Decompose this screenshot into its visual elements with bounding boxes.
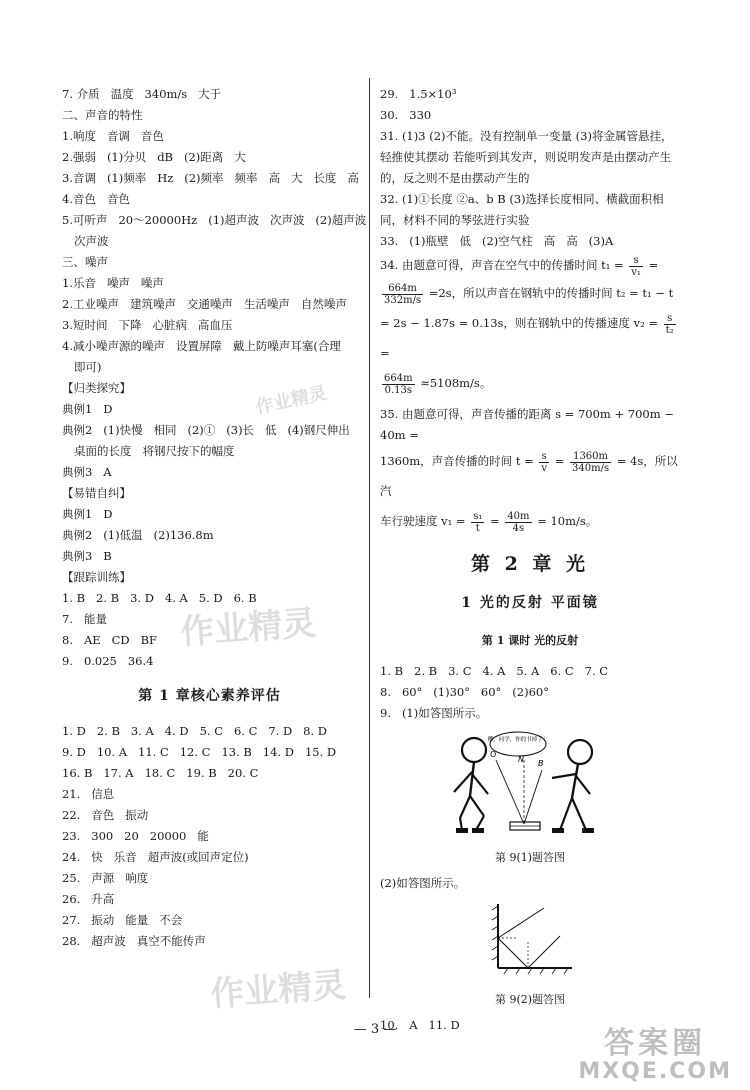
watermark: 作业精灵 bbox=[179, 603, 318, 653]
equals-sign: = bbox=[648, 258, 659, 272]
answer-line-7: 5.可听声 20～20000Hz (1)超声波 次声波 (2)超声波 bbox=[62, 213, 367, 227]
eval-answer-line-3: 16. B 17. A 18. C 19. B 20. C bbox=[62, 766, 259, 780]
logo-line-1: 答案圈 bbox=[604, 1026, 707, 1061]
lesson-answer-line-2: 8. 60° (1)30° 60° (2)60° bbox=[380, 685, 549, 699]
lesson-answer-line-1: 1. B 2. B 3. C 4. A 5. A 6. C 7. C bbox=[380, 664, 609, 678]
eval-answer-line-9: 26. 升高 bbox=[62, 892, 115, 906]
reflection-scene-drawing bbox=[440, 730, 640, 838]
answer-35-line2a: 1360m，声音传播的时间 t = bbox=[380, 454, 534, 468]
answer-line-26: 7. 能量 bbox=[62, 612, 107, 626]
figure-9-2 bbox=[488, 900, 680, 987]
label-b: B bbox=[538, 759, 544, 768]
eval-answer-line-4: 21. 信息 bbox=[62, 787, 115, 801]
fraction-664-over-013: $\frac{664m}{0.13s}$ bbox=[384, 372, 413, 396]
speech-bubble-text: 糟，同学，你的书掉了！ bbox=[487, 737, 549, 743]
lesson-answer-list bbox=[380, 661, 680, 724]
answer-line-17: 典例2 (1)快慢 相同 (2)① (3)长 低 (4)钢尺伸出 bbox=[62, 423, 350, 437]
watermark: 作业精灵 bbox=[253, 382, 329, 419]
answer-35-line3b: = 10m/s。 bbox=[537, 514, 598, 528]
answer-line-9: 三、噪声 bbox=[62, 255, 108, 269]
answer-line-28: 9. 0.025 36.4 bbox=[62, 654, 154, 668]
right-column bbox=[380, 84, 680, 1036]
answer-line-3: 1.响度 音调 音色 bbox=[62, 129, 164, 143]
answer-30: 30. 330 bbox=[380, 108, 432, 122]
answer-line-4: 2.强弱 (1)分贝 dB (2)距离 大 bbox=[62, 150, 246, 164]
fraction-s-over-v1: $\frac{s}{\text{v₁}}$ bbox=[631, 254, 641, 278]
equals-sign: = bbox=[554, 454, 565, 468]
fraction-s1-over-t: $\frac{\text{s₁}}{t}$ bbox=[473, 510, 483, 534]
answer-line-2: 二、声音的特性 bbox=[62, 108, 143, 122]
answer-line-12: 3.短时间 下降 心脏病 高血压 bbox=[62, 318, 233, 332]
figure-9-2-caption: 第 9(2)题答图 bbox=[494, 993, 566, 1006]
answer-35-intro: 35. 由题意可得，声音传播的距离 s = 700m + 700m − 40m = bbox=[380, 407, 674, 442]
fraction-s-over-v: $\frac{s}{v}$ bbox=[541, 450, 548, 474]
lesson-answer-line-3: 9. (1)如答图所示。 bbox=[380, 706, 488, 720]
answer-line-8: 次声波 bbox=[74, 234, 109, 248]
answer-line-21: 典例1 D bbox=[62, 507, 113, 521]
answer-line-11: 2.工业噪声 建筑噪声 交通噪声 生活噪声 自然噪声 bbox=[62, 297, 347, 311]
equals-sign: = bbox=[490, 514, 500, 528]
answer-line-14: 即可) bbox=[74, 360, 102, 374]
fraction-1360-over-340: $\frac{1360m}{340m/s}$ bbox=[572, 450, 610, 474]
class-period-title: 第 1 课时 光的反射 bbox=[481, 634, 579, 647]
watermark: 作业精灵 bbox=[209, 965, 348, 1015]
eval-answer-list bbox=[62, 721, 357, 952]
eval-answer-line-8: 25. 声源 响度 bbox=[62, 871, 149, 885]
label-o: O bbox=[490, 750, 497, 759]
answer-35-line2b: = 4s，所以汽 bbox=[380, 454, 678, 498]
answer-34 bbox=[380, 252, 680, 398]
site-logo bbox=[578, 1026, 732, 1086]
answer-line-18: 桌面的长度 将钢尺按下的幅度 bbox=[74, 444, 235, 458]
fraction-664-over-332: $\frac{664m}{332m/s}$ bbox=[384, 282, 422, 306]
answer-line-20: 【易错自纠】 bbox=[62, 486, 131, 500]
answer-34-mid: =2s，所以声音在钢轨中的传播时间 t₂ = t₁ − t bbox=[428, 286, 674, 300]
fraction-40-over-4: $\frac{40m}{4s}$ bbox=[507, 510, 530, 534]
answer-34-end: ≈5108m/s。 bbox=[420, 376, 492, 390]
eval-answer-line-11: 28. 超声波 真空不能传声 bbox=[62, 934, 206, 948]
left-answer-list bbox=[62, 84, 367, 672]
lesson-title: 1 光的反射 平面镜 bbox=[461, 595, 599, 611]
answer-line-6: 4.音色 音色 bbox=[62, 192, 130, 206]
answer-32: 32. (1)①长度 ②a、b B (3)选择长度相同、横截面积相同，材料不同的琴弦进行实验 bbox=[380, 192, 664, 227]
answer-line-24: 【跟踪训练】 bbox=[62, 570, 131, 584]
fraction-s-over-t2: $\frac{s}{\text{t₂}}$ bbox=[665, 312, 674, 336]
figure-9-1 bbox=[440, 730, 680, 845]
label-n: N bbox=[518, 755, 524, 764]
left-column bbox=[62, 84, 367, 952]
answer-line-13: 4.减小噪声源的噪声 设置屏障 戴上防噪声耳塞(合理 bbox=[62, 339, 341, 353]
answer-34-line3: = 2s − 1.87s = 0.13s，则在钢轨中的传播速度 v₂ = bbox=[380, 316, 658, 330]
eval-answer-line-10: 27. 振动 能量 不会 bbox=[62, 913, 183, 927]
eval-answer-line-7: 24. 快 乐音 超声波(或回声定位) bbox=[62, 850, 249, 864]
answer-line-16: 典例1 D bbox=[62, 402, 113, 416]
answer-line-22: 典例2 (1)低温 (2)136.8m bbox=[62, 528, 214, 542]
answer-line-15: 【归类探究】 bbox=[62, 381, 131, 395]
answer-34-intro: 34. 由题意可得，声音在空气中的传播时间 t₁ = bbox=[380, 258, 624, 272]
answer-line-19: 典例3 A bbox=[62, 465, 112, 479]
answer-35-line3a: 车行驶速度 v₁ = bbox=[380, 514, 466, 528]
eval-answer-line-2: 9. D 10. A 11. C 12. C 13. B 14. D 15. D bbox=[62, 745, 337, 759]
answer-33: 33. (1)瓶壁 低 (2)空气柱 高 高 (3)A bbox=[380, 234, 614, 248]
page-number: — 3 — bbox=[353, 1022, 397, 1037]
two-mirror-reflection-drawing bbox=[488, 900, 578, 980]
answer-line-25: 1. B 2. B 3. D 4. A 5. D 6. B bbox=[62, 591, 257, 605]
answer-9-2: (2)如答图所示。 bbox=[380, 876, 466, 890]
answer-31: 31. (1)3 (2)不能。没有控制单一变量 (3)将金属管悬挂，轻推使其摆动 若能听到其发声，则说明发声是由摆动产生的，反之则不是由摆动产生的 bbox=[380, 129, 673, 185]
chapter-title: 第 2 章 光 bbox=[470, 553, 590, 575]
answer-10-11: 10. A 11. D bbox=[380, 1018, 460, 1032]
logo-line-2: MXQE.COM bbox=[578, 1059, 732, 1084]
answer-line-5: 3.音调 (1)频率 Hz (2)频率 频率 高 大 长度 高 bbox=[62, 171, 359, 185]
figure-9-1-caption: 第 9(1)题答图 bbox=[494, 851, 566, 864]
answer-line-27: 8. AE CD BF bbox=[62, 633, 158, 647]
column-divider bbox=[369, 78, 370, 998]
answer-35 bbox=[380, 404, 680, 536]
eval-answer-line-1: 1. D 2. B 3. A 4. D 5. C 6. C 7. D 8. D bbox=[62, 724, 328, 738]
answer-line-1: 7. 介质 温度 340m/s 大于 bbox=[62, 87, 222, 101]
eval-answer-line-6: 23. 300 20 20000 能 bbox=[62, 829, 209, 843]
equals-sign: = bbox=[380, 346, 390, 360]
answer-line-23: 典例3 B bbox=[62, 549, 112, 563]
answer-line-10: 1.乐音 噪声 噪声 bbox=[62, 276, 164, 290]
answer-29: 29. 1.5×10³ bbox=[380, 87, 457, 101]
eval-answer-line-5: 22. 音色 振动 bbox=[62, 808, 149, 822]
section-title-chapter1-eval: 第 1 章核心素养评估 bbox=[138, 688, 281, 704]
